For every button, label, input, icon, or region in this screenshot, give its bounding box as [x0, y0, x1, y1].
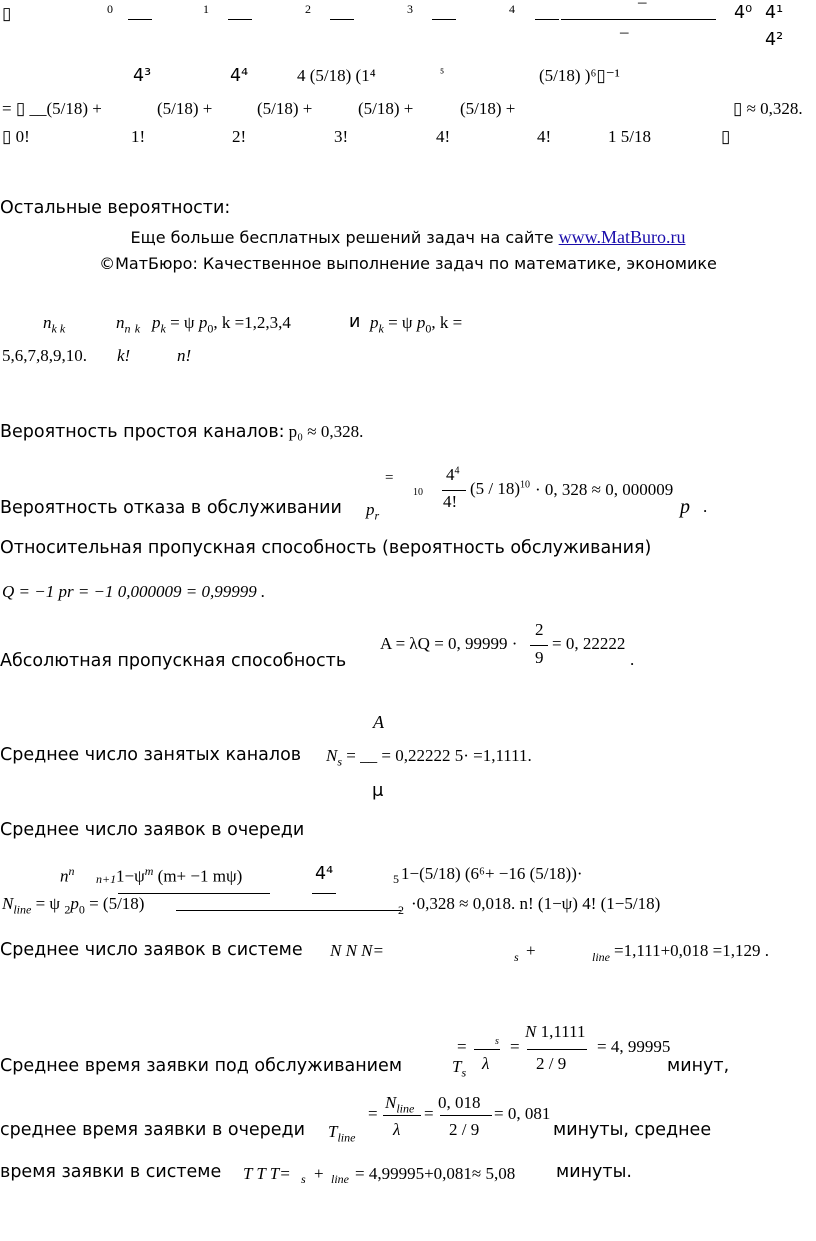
- term-expr: 4 (5/18) (1⁴: [297, 66, 376, 85]
- sum-term: (5/18) +: [257, 99, 313, 118]
- queue-time-label: среднее время заявки в очереди: [0, 1120, 306, 1140]
- trailing-dot: .: [703, 497, 708, 516]
- k-factorial: k!: [117, 346, 131, 365]
- sum-term: (5/18) +: [157, 99, 213, 118]
- denominator: 9: [535, 648, 544, 667]
- sub-line: line: [592, 950, 610, 964]
- queue-top-44: 4⁴: [315, 864, 334, 884]
- queue-label: Среднее число заявок в очереди: [0, 820, 305, 840]
- promo-line: [0, 227, 816, 248]
- fraction-bar: [527, 1049, 587, 1050]
- mu-symbol: μ: [372, 780, 384, 801]
- queue-top-5: 5: [393, 872, 399, 886]
- absolute-rhs: = 0, 22222: [552, 634, 626, 653]
- relative-formula: Q = −1 pr = −1 0,000009 = 0,99999 .: [2, 582, 266, 601]
- lambda: λ: [482, 1054, 490, 1073]
- index-3: 3: [407, 2, 413, 16]
- equals-sign: =: [510, 1037, 520, 1056]
- denominator: 1 5/18: [608, 127, 651, 146]
- factorial: 1!: [131, 127, 146, 146]
- numerator: 0, 018: [438, 1093, 481, 1112]
- sum-result: ▯ ≈ 0,328.: [733, 99, 803, 118]
- term-4-0: 4⁰: [734, 3, 753, 23]
- term-4-4: 4⁴: [230, 66, 249, 86]
- p-r: $p_r$: [366, 500, 380, 523]
- sum-term: (5/18) +: [358, 99, 414, 118]
- busy-label: Среднее число занятых каналов: [0, 745, 302, 765]
- fraction-bar: [530, 645, 548, 646]
- busy-formula: $N_s$ = __ = 0,22222 5· =1,1111.: [326, 746, 532, 769]
- p0-label: Вероятность простоя каналов:: [0, 422, 285, 442]
- fraction-bar: [176, 910, 401, 911]
- serve-label: Среднее время заявки под обслуживанием: [0, 1056, 403, 1076]
- minus-sign: –: [638, 0, 647, 11]
- power-term: (5 / 18)$^{10}$: [470, 479, 531, 498]
- system-result: =1,111+0,018 =1,129 .: [614, 941, 770, 960]
- term-4-1: 4¹: [765, 3, 784, 23]
- sum-term: = ▯ __(5/18) +: [2, 99, 102, 118]
- denominator: 2 / 9: [536, 1054, 567, 1073]
- formula-pk: $p_k = \psi$ $p_0$, k =: [370, 313, 463, 336]
- absolute-label: Абсолютная пропускная способность: [0, 651, 347, 671]
- sys-time-formula: T T T=: [243, 1164, 291, 1183]
- equals-sign: =: [368, 1104, 378, 1123]
- queue-bot-2: 2: [398, 903, 404, 917]
- index-4: 4: [509, 2, 515, 16]
- sub-line: line: [331, 1172, 349, 1186]
- index-0: 0: [107, 2, 113, 16]
- sum-term: (5/18) +: [460, 99, 516, 118]
- numerator-N: $N_{line}$: [385, 1093, 415, 1116]
- p0-formula: p₀ ≈ 0,328.: [288, 422, 364, 441]
- denominator: 2 / 9: [449, 1120, 480, 1139]
- term-sup-5: ⁵: [440, 66, 445, 80]
- fraction-bar: [228, 19, 252, 20]
- refusal-tail: · 0, 328 ≈ 0, 000009: [535, 480, 674, 499]
- queue-top-sub: n+1: [96, 872, 117, 886]
- serve-result: = 4, 99995: [597, 1037, 671, 1056]
- fraction-bar: [442, 490, 466, 491]
- term-expr: (5/18) )⁶▯⁻¹: [539, 66, 620, 85]
- sys-time-label: время заявки в системе: [0, 1162, 222, 1182]
- equals-sign: =: [385, 470, 394, 486]
- denominator: 4!: [443, 492, 458, 511]
- queue-top-a: $1-\psi^m$ (m+ −1 mψ): [116, 864, 243, 886]
- sub-s: s: [514, 950, 519, 964]
- missing-glyph: ▯: [721, 127, 731, 146]
- equals-sign: =: [424, 1104, 434, 1123]
- unit: минуты, среднее: [553, 1120, 712, 1140]
- refusal-label: Вероятность отказа в обслуживании: [0, 498, 342, 518]
- formula-pk: $p_k = \psi$ $p_0$, k =1,2,3,4: [152, 313, 291, 336]
- factorial: 4!: [537, 127, 552, 146]
- and-word: и: [349, 312, 361, 332]
- factorial: ▯ 0!: [2, 127, 30, 146]
- p0-line: [0, 422, 363, 442]
- fraction-bar: [330, 19, 354, 20]
- queue-top-c: 1−(5/18) (6⁶+ −16 (5/18))·: [401, 864, 583, 883]
- queue-bottom-c: ·0,328 ≈ 0,018. n! (1−ψ) 4! (1−5/18): [411, 894, 661, 913]
- site-link[interactable]: www.MatBuro.ru: [558, 227, 686, 247]
- plus-sign: +: [526, 941, 536, 960]
- fraction-bar: [128, 19, 152, 20]
- fraction-bar: [432, 19, 456, 20]
- index-2: 2: [305, 2, 311, 16]
- fraction-bar: [535, 19, 559, 20]
- sub-s: s: [495, 1036, 499, 1047]
- trailing-dot: .: [630, 650, 635, 669]
- promo-text: Еще больше бесплатных решений задач на сайте: [130, 228, 554, 247]
- factorial: 2!: [232, 127, 247, 146]
- relative-label: Относительная пропускная способность (вероятность обслуживания): [0, 538, 652, 558]
- equals-sign: =: [457, 1037, 467, 1056]
- sub-10: 10: [413, 487, 423, 498]
- unit: минуты.: [556, 1162, 632, 1182]
- index-1: 1: [203, 2, 209, 16]
- plus-sign: +: [314, 1164, 324, 1183]
- missing-glyph: ▯: [2, 4, 12, 23]
- numerator-A: A: [373, 712, 384, 732]
- fraction-bar: [561, 19, 716, 20]
- formula-n: $n_n$ $_k$: [116, 313, 141, 336]
- term-4-3: 4³: [133, 66, 152, 86]
- T-s: $T_s$: [452, 1057, 467, 1080]
- factorial: 3!: [334, 127, 349, 146]
- numerator: 2: [535, 620, 544, 639]
- serve-top: N 1,1111: [525, 1022, 586, 1041]
- k-values: 5,6,7,8,9,10.: [2, 346, 87, 365]
- T-line: $T_{line}$: [328, 1122, 356, 1145]
- unit: минут,: [667, 1056, 730, 1076]
- numerator: $4^4$: [446, 465, 460, 484]
- trailing-p: p: [680, 496, 690, 518]
- system-formula: N N N=: [330, 941, 384, 960]
- queue-time-result: = 0, 081: [494, 1104, 551, 1123]
- copyright-line: ©МатБюро: Качественное выполнение задач по математике, экономике: [99, 254, 717, 273]
- sys-time-result: = 4,99995+0,081≈ 5,08: [355, 1164, 516, 1183]
- fraction-bar: [312, 893, 336, 894]
- minus-sign: –: [620, 22, 629, 41]
- factorial: 4!: [436, 127, 451, 146]
- queue-bottom: $N_{line} = \psi$ $_2p_0 = (5/18)$: [2, 894, 145, 917]
- fraction-bar: [474, 1049, 500, 1050]
- fraction-bar: [440, 1115, 492, 1116]
- fraction-bar: [383, 1115, 421, 1116]
- formula-n: $n_{k k}$: [43, 313, 66, 336]
- sub-s: s: [301, 1172, 306, 1186]
- lambda: λ: [393, 1120, 401, 1139]
- term-4-2: 4²: [765, 30, 784, 50]
- absolute-lhs: A = λQ = 0, 99999 ·: [380, 634, 518, 653]
- n-factorial: n!: [177, 346, 192, 365]
- queue-top-n: $n^n$: [60, 864, 75, 886]
- system-label: Среднее число заявок в системе: [0, 940, 303, 960]
- section-heading: Остальные вероятности:: [0, 198, 231, 218]
